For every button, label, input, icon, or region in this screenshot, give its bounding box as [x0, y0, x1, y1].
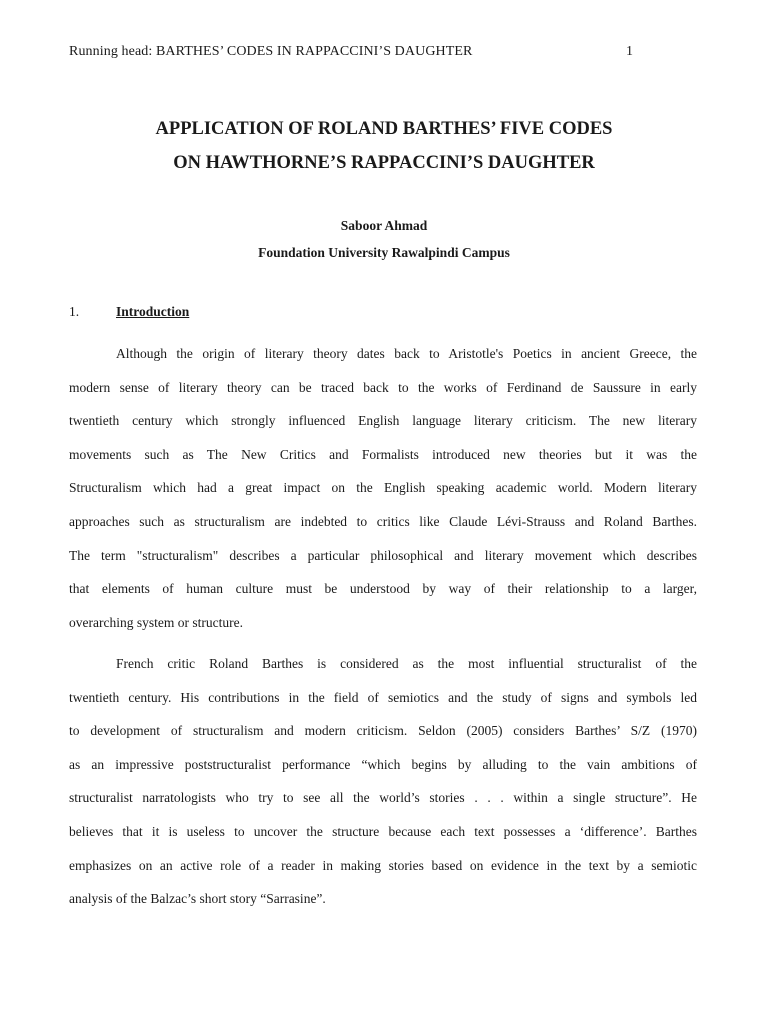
paragraph-line: twentieth century. His contributions in the field of semiotics and the study of signs and symbols led — [69, 689, 697, 705]
section-heading — [69, 304, 189, 320]
paragraph-line: structuralist narratologists who try to see all the world’s stories . . . within a single structure”. He — [69, 790, 697, 806]
document-title — [0, 112, 768, 180]
running-head: Running head: BARTHES’ CODES IN RAPPACCINI’S DAUGHTER — [69, 44, 473, 59]
paragraph-line: emphasizes on an active role of a reader in making stories based on evidence in the text by a semiotic — [69, 857, 697, 873]
paragraph-line: to development of structuralism and modern criticism. Seldon (2005) considers Barthes’ S/Z (1970) — [69, 723, 697, 739]
section-title: Introduction — [116, 304, 190, 319]
paragraph-line: overarching system or structure. — [69, 614, 243, 630]
paragraph-line: The term "structuralism" describes a particular philosophical and literary movement which describes — [69, 547, 697, 563]
paragraph-line: that elements of human culture must be understood by way of their relationship to a larger, — [69, 581, 697, 597]
paragraph-line: Structuralism which had a great impact on the English speaking academic world. Modern literary — [69, 480, 697, 496]
paragraph-line: approaches such as structuralism are indebted to critics like Claude Lévi-Strauss and Roland Barthes. — [69, 513, 697, 529]
title-line-1: APPLICATION OF ROLAND BARTHES’ FIVE CODES — [155, 119, 613, 139]
section-number: 1. — [69, 304, 80, 319]
author-name: Saboor Ahmad — [340, 218, 428, 233]
paragraph-line: twentieth century which strongly influenced English language literary criticism. The new literary — [69, 413, 697, 429]
author-block — [0, 212, 768, 266]
page-number: 1 — [626, 44, 633, 59]
paragraph-line: French critic Roland Barthes is considered as the most influential structuralist of the — [116, 656, 697, 671]
paragraph-line: modern sense of literary theory can be traced back to the works of Ferdinand de Saussure in early — [69, 379, 697, 395]
paragraph-line: believes that it is useless to uncover the structure because each text possesses a ‘difference’. Barthes — [69, 823, 697, 839]
paragraph-2 — [69, 647, 697, 916]
title-line-2: ON HAWTHORNE’S RAPPACCINI’S DAUGHTER — [173, 153, 595, 173]
author-affiliation: Foundation University Rawalpindi Campus — [258, 245, 510, 260]
paragraph-line: as an impressive poststructuralist performance “which begins by alluding to the vain ambitions of — [69, 756, 697, 772]
paragraph-line: movements such as The New Critics and Formalists introduced new theories but it was the — [69, 446, 697, 462]
paragraph-line: analysis of the Balzac’s short story “Sarrasine”. — [69, 891, 326, 907]
paragraph-1 — [69, 337, 697, 639]
paragraph-line: Although the origin of literary theory dates back to Aristotle's Poetics in ancient Greece, the — [116, 346, 697, 361]
